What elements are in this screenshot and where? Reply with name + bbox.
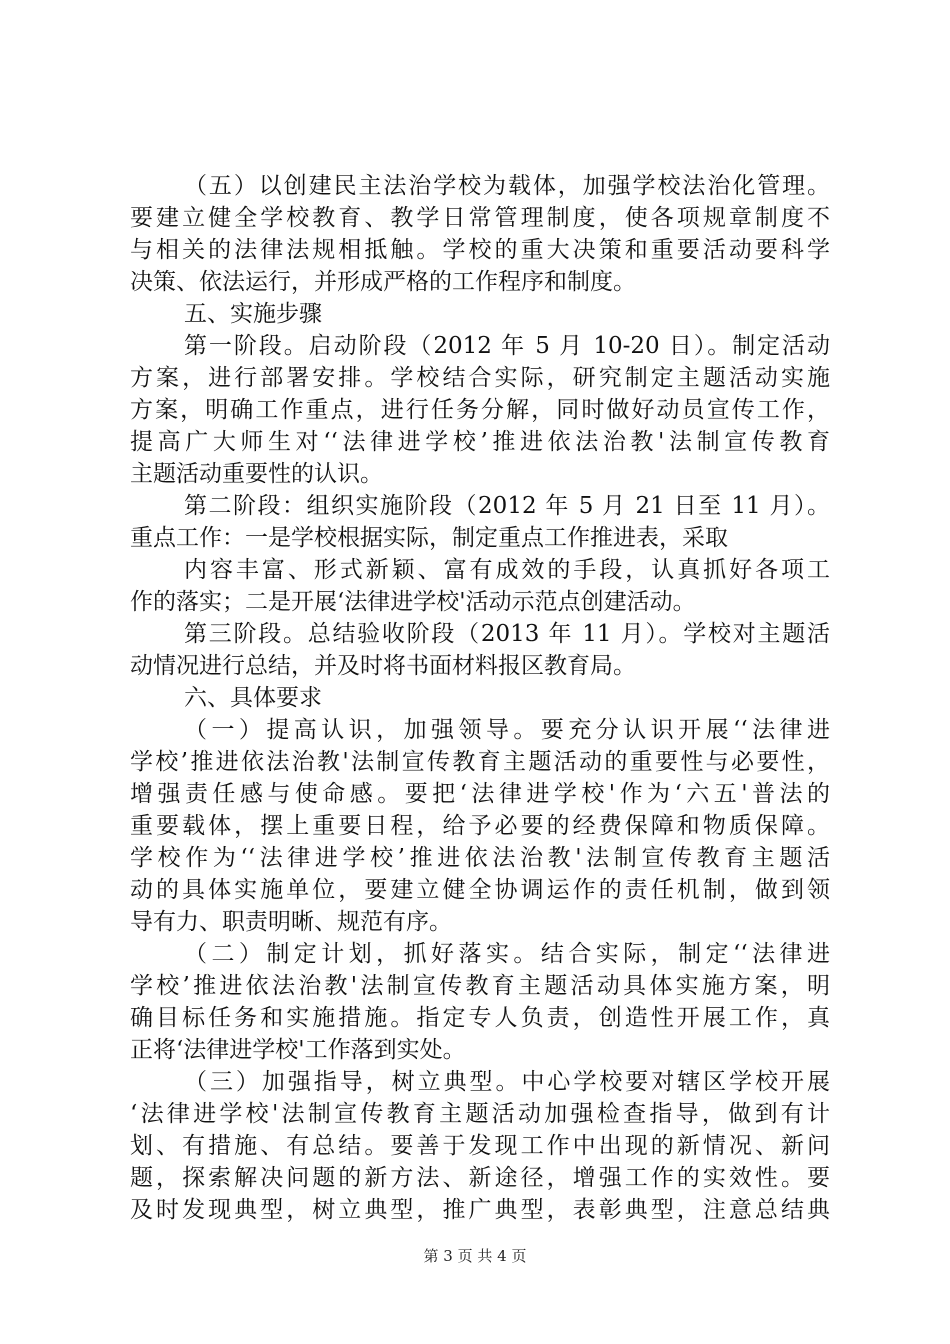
- text-line: 增强责任感与使命感。要把‘法律进学校'作为‘六五'普法的: [130, 781, 830, 807]
- text-line: 正将‘法律进学校'工作落到实处。: [130, 1037, 466, 1063]
- text-line: 划、有措施、有总结。要善于发现工作中出现的新情况、新问: [130, 1133, 830, 1159]
- text-line: 确目标任务和实施措施。指定专人负责，创造性开展工作，真: [130, 1005, 830, 1031]
- text-line: 方案，进行部署安排。学校结合实际，研究制定主题活动实施: [130, 365, 830, 391]
- text-line: 第三阶段。总结验收阶段（2013 年 11 月）。学校对主题活: [184, 621, 830, 647]
- text-line: 提高广大师生对‘‘法律进学校’推进依法治教'法制宣传教育: [130, 429, 830, 455]
- text-line: 六、具体要求: [184, 685, 322, 711]
- text-line: 内容丰富、形式新颖、富有成效的手段，认真抓好各项工: [184, 557, 830, 583]
- text-line: （三）加强指导，树立典型。中心学校要对辖区学校开展: [184, 1069, 830, 1095]
- text-line: 学校’推进依法治教'法制宣传教育主题活动的重要性与必要性，: [130, 749, 830, 775]
- text-line: ‘法律进学校'法制宣传教育主题活动加强检查指导，做到有计: [130, 1101, 830, 1127]
- text-line: 第一阶段。启动阶段（2012 年 5 月 10-20 日）。制定活动: [184, 333, 830, 359]
- text-line: 题，探索解决问题的新方法、新途径，增强工作的实效性。要: [130, 1165, 830, 1191]
- text-line: 重要载体，摆上重要日程，给予必要的经费保障和物质保障。: [130, 813, 830, 839]
- text-line: 导有力、职责明晰、规范有序。: [130, 909, 452, 935]
- document-body: [130, 170, 830, 1226]
- text-line: 主题活动重要性的认识。: [130, 461, 383, 487]
- text-line: 及时发现典型，树立典型，推广典型，表彰典型，注意总结典: [130, 1197, 830, 1223]
- text-line: 动情况进行总结，并及时将书面材料报区教育局。: [130, 653, 636, 679]
- page-footer: 第 3 页 共 4 页: [423, 1247, 527, 1265]
- text-line: 与相关的法律法规相抵触。学校的重大决策和重要活动要科学: [130, 237, 830, 263]
- text-line: 决策、依法运行，并形成严格的工作程序和制度。: [130, 269, 636, 295]
- text-line: （五）以创建民主法治学校为载体，加强学校法治化管理。: [184, 173, 830, 199]
- text-line: 重点工作：一是学校根据实际，制定重点工作推进表，采取: [130, 525, 728, 551]
- text-line: （一）提高认识，加强领导。要充分认识开展‘‘法律进: [184, 717, 830, 743]
- text-line: 方案，明确工作重点，进行任务分解，同时做好动员宣传工作，: [130, 397, 830, 423]
- text-line: 动的具体实施单位，要建立健全协调运作的责任机制，做到领: [130, 877, 830, 903]
- text-line: 学校’推进依法治教'法制宣传教育主题活动具体实施方案，明: [130, 973, 830, 999]
- text-line: （二）制定计划，抓好落实。结合实际，制定‘‘法律进: [184, 941, 830, 967]
- text-line: 第二阶段：组织实施阶段（2012 年 5 月 21 日至 11 月）。: [184, 493, 830, 519]
- text-line: 五、实施步骤: [184, 301, 322, 327]
- text-line: 学校作为‘‘法律进学校’推进依法治教'法制宣传教育主题活: [130, 845, 830, 871]
- text-line: 要建立健全学校教育、教学日常管理制度，使各项规章制度不: [130, 205, 830, 231]
- text-line: 作的落实；二是开展‘法律进学校'活动示范点创建活动。: [130, 589, 696, 615]
